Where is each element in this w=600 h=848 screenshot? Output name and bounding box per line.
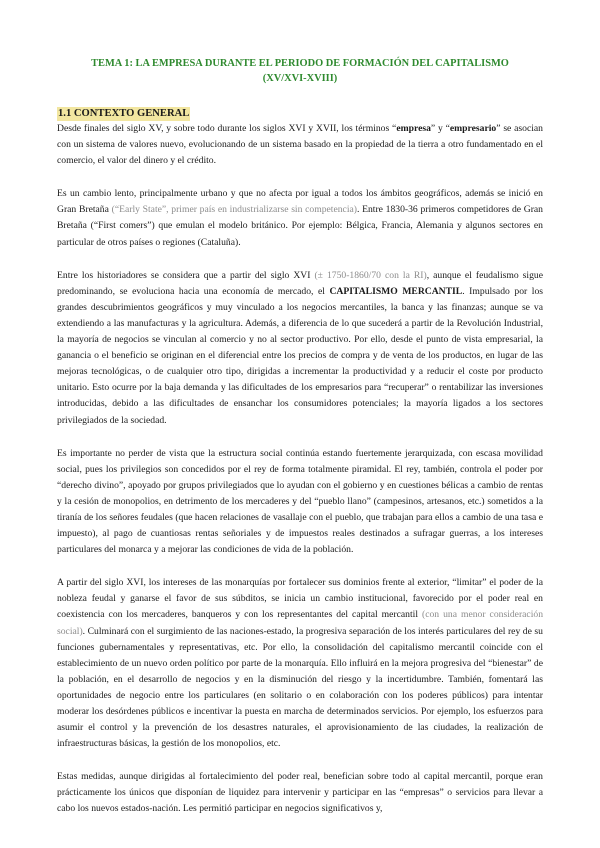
text: Entre los historiadores se considera que a partir del siglo XVI [57, 269, 315, 281]
muted-note: (± 1750-1860/70 con la RI) [314, 269, 427, 281]
title-line-1: TEMA 1: LA EMPRESA DURANTE EL PERIODO DE FORMACIÓN DEL CAPITALISMO [91, 58, 509, 69]
text: . Impulsado por los grandes descubrimientos geográficos y muy vinculado a los negocios mercantiles, la banca y las finanzas; aunque se va extendiendo a las manufacturas y la agricultura. Además, a diferencia de lo que sucederá a partir de la Revolución Industrial, la mayoría de negocios se vinculan al comercio y no al sector productivo. Por ello, desde el punto de vista empresarial, la ganancia o el beneficio se originan en el diferencial entre los precios de compra y de venta de los productos, en lugar de las mejoras tecnológicas, o de cualquier otro tipo, dirigidas a incrementar la productividad y a reducir el coste por producto unitario. Esto ocurre por la baja demanda y las dificultades de los empresarios para “recuperar” o rentabilizar las inversiones introducidas, debido a las dificultades de ensanchar los consumidores potenciales; la mayoría ligados a los sectores privilegiados de la sociedad. [57, 285, 544, 426]
muted-note: (“Early State”, primer país en industrializarse sin competencia) [111, 204, 357, 216]
title-line-2: (XV/XVI-XVIII) [262, 73, 338, 84]
text: , aunque el feudalismo sigue predominando, se evoluciona hacia una economía de mercado, el [57, 269, 543, 297]
paragraph-5 [57, 575, 543, 752]
paragraph-4 [57, 446, 543, 559]
bold-term-capitalismo: CAPITALISMO MERCANTIL [329, 285, 463, 297]
text: Es importante no perder de vista que la estructura social continúa estando fuertemente jerarquizada, con escasa movilidad social, pues los privilegios son concedidos por el rey de forma totalmente piramidal. El rey, también, controla el poder por “derecho divino”, apoyado por grupos privilegiados que lo ayudan con el gobierno y en cuestiones bélicas a cambio de rentas y la cesión de monopolios, en detrimento de los mercaderes y del “pueblo llano” (campesinos, artesanos, etc.) sometidos a la tiranía de los señores feudales (que hacen relaciones de vasallaje con el pueblo, que trabajan para ellos a cambio de una tasa e impuesto), al pago de cuantiosas rentas señoriales y de impuestos reales destinados a sufragar guerras, a los intereses particulares del monarca y a mejorar las condiciones de vida de la población. [57, 447, 543, 556]
text: ” y “ [430, 123, 450, 134]
section-heading: 1.1 CONTEXTO GENERAL [58, 108, 190, 119]
paragraph-2 [57, 186, 543, 250]
bold-term-empresario: empresario [449, 123, 497, 134]
text: . Culminará con el surgimiento de las naciones-estado, la progresiva separación de los interés particulares del rey de su funciones gubernamentales y representativas, etc. Por ello, la consolidación del capitalismo mercantil coincide con el establecimiento de un nuevo orden político por parte de la monarquía. Ello influirá en la mejora progresiva del “bienestar” de la población, en el desarrollo de negocios y en la disminución del riesgo y la incertidumbre. También, fomentará las oportunidades de negocio entre los particulares (en solitario o en colaboración con los poderes públicos) para intentar moderar los desórdenes públicos e incentivar la puesta en marcha de determinados servicios. Por ejemplo, los esfuerzos para asumir el control y la prevención de los desastres naturales, el aprovisionamiento de las ciudades, la realización de infraestructuras básicas, la gestión de los monopolios, etc. [57, 625, 543, 750]
text: Es un cambio lento, principalmente urbano y que no afecta por igual a todos los ámbitos geográficos, además se inició en Gran Bretaña [57, 188, 543, 216]
text: . Entre 1830-36 primeros competidores de Gran Bretaña (“First comers”) que emulan el modelo británico. Por ejemplo: Bélgica, Francia, Alemania y algunos sectores en particular de otros países o regiones (Cataluña). [57, 204, 543, 248]
text: Estas medidas, aunque dirigidas al fortalecimiento del poder real, benefician sobre todo al capital mercantil, porque eran prácticamente los únicos que disponían de liquidez para intervenir y participar en las “empresas” o servicios para llevar a cabo los nuevos estados-nación. Les permitió participar en negocios significativos y, [57, 771, 543, 815]
text: A partir del siglo XVI, los intereses de las monarquías por fortalecer sus dominios frente al exterior, “limitar” el poder de la nobleza feudal y ganarse el favor de sus súbditos, se inicia un cambio institucional, favorecido por el poder real en coexistencia con los mercaderes, banqueros y con los representantes del capital mercantil [57, 577, 543, 621]
bold-term-empresa: empresa [396, 123, 431, 134]
muted-note: (con una menor consideración social) [57, 609, 544, 637]
document-title [57, 56, 543, 86]
paragraph-6 [57, 769, 543, 817]
text: Desde finales del siglo XV, y sobre todo durante los siglos XVI y XVII, los términos “ [57, 123, 397, 134]
paragraph-3 [57, 268, 543, 429]
paragraph-1 [57, 121, 543, 169]
text: ” se asocian con un sistema de valores nuevo, evolucionando de un sistema basado en la propiedad de la tierra a otro fundamentado en el comercio, el valor del dinero y el crédito. [57, 123, 543, 167]
